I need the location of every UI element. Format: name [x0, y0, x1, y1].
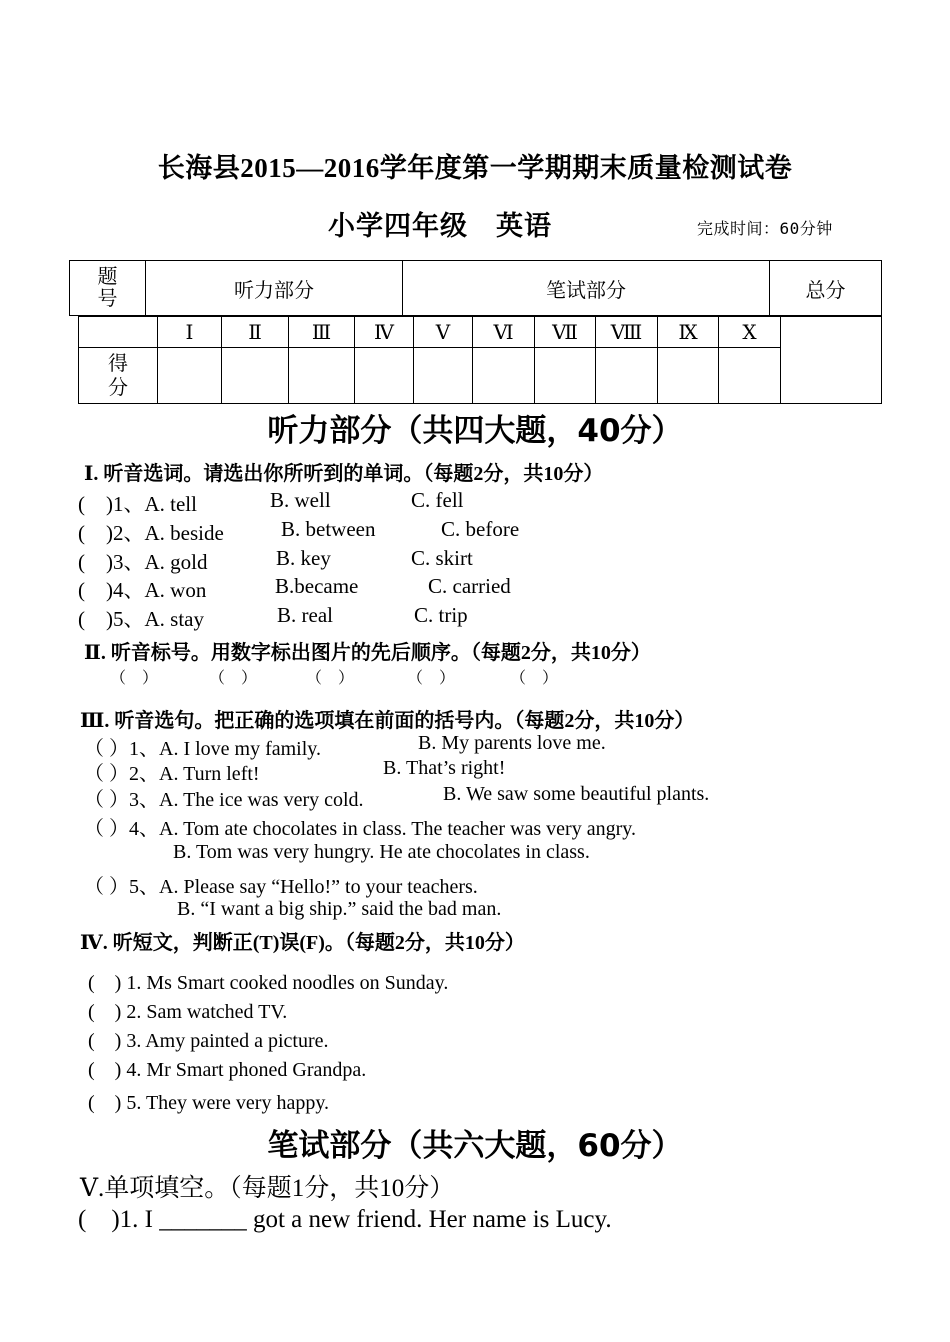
score-table-header	[69, 260, 882, 316]
part2-heading: Ⅱ. 听音标号。用数字标出图片的先后顺序。（每题2分，共10分）	[84, 642, 651, 664]
score-table-body	[78, 316, 882, 404]
score-input-cell[interactable]	[658, 348, 719, 404]
part1-item-b: B. well	[270, 488, 331, 512]
part1-item-a: ( )1、A. tell	[78, 492, 197, 516]
part1-item-b: B.became	[275, 574, 359, 598]
part5-heading: Ⅴ.单项填空。（每题1分，共10分）	[80, 1175, 455, 1202]
numeral-cell: Ⅱ	[222, 317, 289, 348]
part5-item: ( )1. I _______ got a new friend. Her name is Lucy.	[78, 1206, 612, 1233]
part4-item: ( ) 3. Amy painted a picture.	[88, 1030, 329, 1052]
score-input-cell[interactable]	[596, 348, 658, 404]
score-input-cell[interactable]	[222, 348, 289, 404]
part3-item-a: （ ）5、A. Please say “Hello!” to your teachers.	[84, 876, 478, 898]
score-input-cell[interactable]	[719, 348, 781, 404]
score-input-cell[interactable]	[473, 348, 535, 404]
numeral-cell: Ⅲ	[289, 317, 355, 348]
listening-section-heading: 听力部分（共四大题，40分）	[267, 413, 683, 449]
part1-item-c: C. fell	[411, 488, 464, 512]
part1-item-b: B. key	[276, 546, 331, 570]
part1-item-b: B. between	[281, 517, 376, 541]
part2-paren[interactable]: （ ）	[306, 670, 355, 687]
part3-item-a: （ ）4、A. Tom ate chocolates in class. The teacher was very angry.	[84, 818, 636, 840]
part3-heading: Ⅲ. 听音选句。把正确的选项填在前面的括号内。（每题2分，共10分）	[80, 710, 695, 732]
score-input-cell[interactable]	[289, 348, 355, 404]
part2-paren[interactable]: （ ）	[209, 670, 258, 687]
writing-section-heading: 笔试部分（共六大题，60分）	[267, 1128, 683, 1164]
score-input-cell[interactable]	[414, 348, 473, 404]
tihao-cell: 题号	[70, 261, 146, 316]
numeral-cell: Ⅰ	[158, 317, 222, 348]
numeral-cell: Ⅶ	[535, 317, 596, 348]
part4-item: ( ) 4. Mr Smart phoned Grandpa.	[88, 1059, 367, 1081]
part4-heading: Ⅳ. 听短文，判断正(T)误(F)。（每题2分，共10分）	[80, 932, 525, 954]
total-cell: 总分	[770, 261, 882, 316]
numeral-cell: Ⅸ	[658, 317, 719, 348]
blank-cell	[79, 317, 158, 348]
part1-item-b: B. real	[277, 603, 333, 627]
part1-item-c: C. trip	[414, 603, 468, 627]
numeral-cell: Ⅷ	[596, 317, 658, 348]
total-score-cell	[781, 317, 882, 404]
numeral-cell: Ⅴ	[414, 317, 473, 348]
part1-item-a: ( )3、A. gold	[78, 550, 208, 574]
numeral-cell: Ⅹ	[719, 317, 781, 348]
part4-item: ( ) 1. Ms Smart cooked noodles on Sunday.	[88, 972, 449, 994]
part1-item-c: C. skirt	[411, 546, 473, 570]
listening-cell: 听力部分	[146, 261, 403, 316]
part1-item-a: ( )4、A. won	[78, 578, 207, 602]
score-input-cell[interactable]	[355, 348, 414, 404]
exam-title: 长海县2015—2016学年度第一学期期末质量检测试卷	[157, 153, 793, 183]
part1-item-c: C. carried	[428, 574, 511, 598]
part3-item-b: B. My parents love me.	[418, 732, 606, 754]
part3-item-b: B. “I want a big ship.” said the bad man.	[177, 898, 502, 920]
part3-item-a: （ ）2、A. Turn left!	[84, 763, 260, 785]
part1-heading: Ⅰ. 听音选词。请选出你所听到的单词。（每题2分，共10分）	[84, 463, 604, 485]
part3-item-b: B. We saw some beautiful plants.	[443, 783, 710, 805]
part1-item-a: ( )5、A. stay	[78, 607, 204, 631]
part4-item: ( ) 5. They were very happy.	[88, 1092, 330, 1114]
part2-paren[interactable]: （ ）	[407, 670, 456, 687]
part4-item: ( ) 2. Sam watched TV.	[88, 1001, 288, 1023]
score-input-cell[interactable]	[158, 348, 222, 404]
part3-item-b: B. That’s right!	[383, 757, 506, 779]
part1-item-c: C. before	[441, 517, 520, 541]
part2-paren[interactable]: （ ）	[510, 670, 559, 687]
score-input-cell[interactable]	[535, 348, 596, 404]
exam-subtitle: 小学四年级 英语	[328, 211, 552, 241]
part2-paren[interactable]: （ ）	[110, 670, 159, 687]
part3-item-a: （ ）1、A. I love my family.	[84, 738, 322, 760]
writing-cell: 笔试部分	[403, 261, 770, 316]
part1-item-a: ( )2、A. beside	[78, 521, 224, 545]
part3-item-a: （ ）3、A. The ice was very cold.	[84, 789, 364, 811]
numeral-cell: Ⅳ	[355, 317, 414, 348]
time-limit: 完成时间：60分钟	[697, 219, 833, 238]
numeral-cell: Ⅵ	[473, 317, 535, 348]
part3-item-b: B. Tom was very hungry. He ate chocolates in class.	[173, 841, 590, 863]
defen-cell: 得分	[79, 348, 158, 404]
